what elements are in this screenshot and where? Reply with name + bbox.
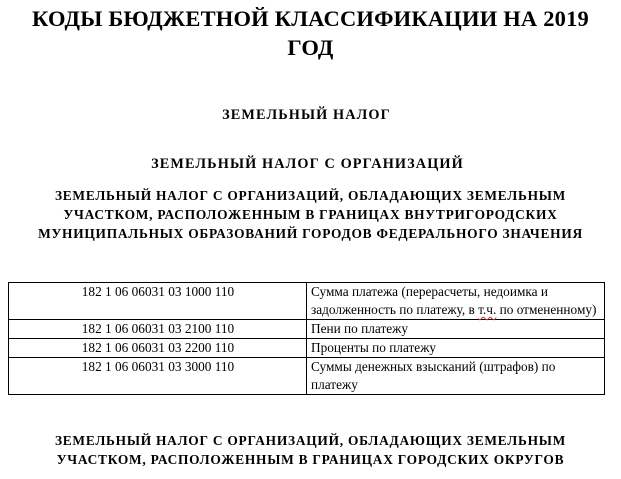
spellcheck-marked-word: т.ч. — [478, 302, 497, 317]
kbk-code-cell: 182 1 06 06031 03 2100 110 — [9, 320, 307, 339]
kbk-code-cell: 182 1 06 06031 03 3000 110 — [9, 358, 307, 395]
category-heading-line: МУНИЦИПАЛЬНЫХ ОБРАЗОВАНИЙ ГОРОДОВ ФЕДЕРАЛЬНОГО ЗНАЧЕНИЯ — [38, 226, 583, 241]
kbk-code-cell: 182 1 06 06031 03 2200 110 — [9, 339, 307, 358]
category-heading-urban-districts — [0, 431, 621, 469]
description-cell: Проценты по платежу — [307, 339, 605, 358]
document-title: КОДЫ БЮДЖЕТНОЙ КЛАССИФИКАЦИИ НА 2019 ГОД — [31, 6, 590, 60]
category-heading-line: ЗЕМЕЛЬНЫЙ НАЛОГ С ОРГАНИЗАЦИЙ, ОБЛАДАЮЩИХ ЗЕМЕЛЬНЫМ — [54, 433, 567, 448]
subsection-heading: ЗЕМЕЛЬНЫЙ НАЛОГ С ОРГАНИЗАЦИЙ — [151, 156, 464, 172]
description-text: Сумма платежа (перерасчеты, недоимка и задолженность по платежу, в — [311, 284, 548, 317]
description-cell: Пени по платежу — [307, 320, 605, 339]
category-heading-intracity — [0, 186, 621, 243]
table-row — [9, 320, 605, 339]
table-row — [9, 339, 605, 358]
category-heading-line: УЧАСТКОМ, РАСПОЛОЖЕННЫМ В ГРАНИЦАХ ГОРОДСКИХ ОКРУГОВ — [56, 452, 565, 467]
table-row — [9, 283, 605, 320]
description-text: по отмененному) — [496, 302, 597, 317]
budget-codes-table — [8, 282, 605, 395]
category-heading-line: УЧАСТКОМ, РАСПОЛОЖЕННЫМ В ГРАНИЦАХ ВНУТРИГОРОДСКИХ — [63, 207, 558, 222]
section-heading: ЗЕМЕЛЬНЫЙ НАЛОГ — [222, 107, 391, 123]
description-cell — [307, 283, 605, 320]
description-cell: Суммы денежных взысканий (штрафов) по платежу — [307, 358, 605, 395]
category-heading-line: ЗЕМЕЛЬНЫЙ НАЛОГ С ОРГАНИЗАЦИЙ, ОБЛАДАЮЩИХ ЗЕМЕЛЬНЫМ — [54, 188, 567, 203]
table-row — [9, 358, 605, 395]
kbk-code-cell: 182 1 06 06031 03 1000 110 — [9, 283, 307, 320]
